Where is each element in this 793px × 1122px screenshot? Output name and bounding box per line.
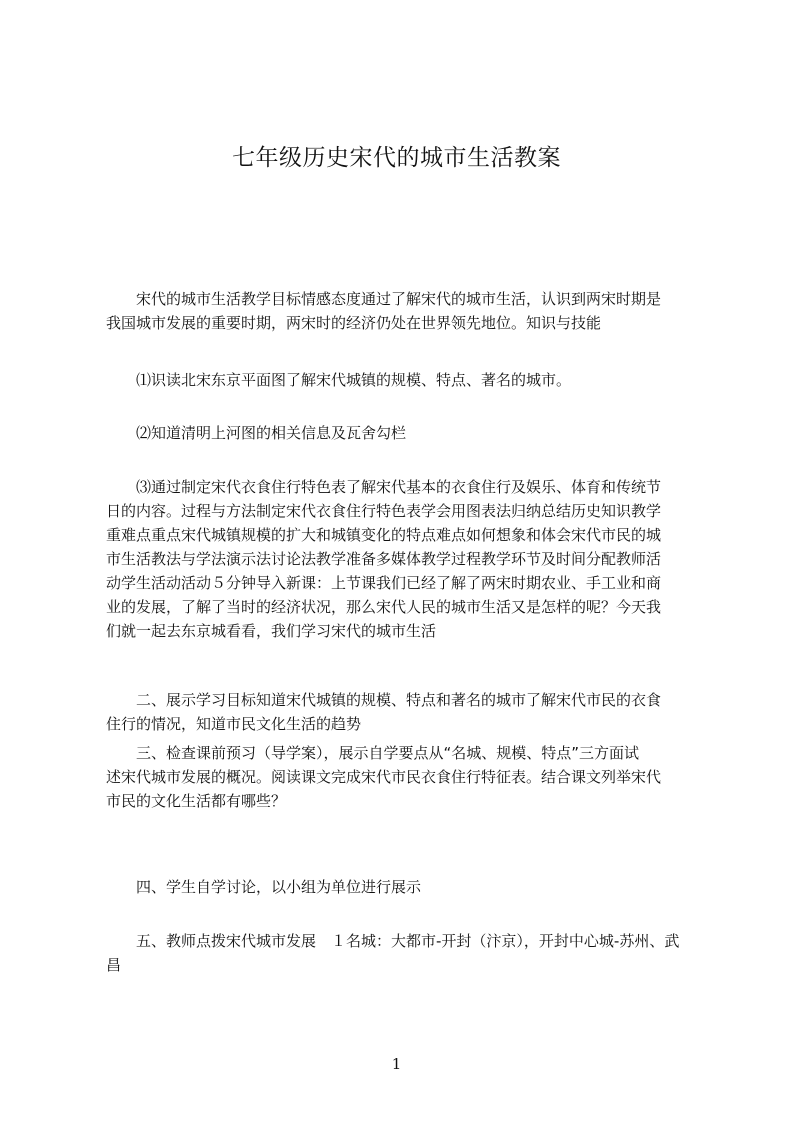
paragraph-line: 述宋代城市发展的概况。阅读课文完成宋代市民衣食住行特征表。结合课文列举宋代 xyxy=(106,768,662,786)
paragraph-section-4 xyxy=(106,875,710,899)
document-title: 七年级历史宋代的城市生活教案 xyxy=(232,145,561,171)
paragraph-line: 我国城市发展的重要时期，两宋时的经济仍处在世界领先地位。知识与技能 xyxy=(106,314,602,332)
paragraph-line: 四、学生自学讨论，以小组为单位进行展示 xyxy=(106,878,422,896)
paragraph-line: 五、教师点拨宋代城市发展 １名城：大都市-开封（汴京），开封中心城-苏州、武 xyxy=(106,932,680,950)
paragraph-section-2 xyxy=(106,688,710,736)
paragraph-objective-1 xyxy=(106,368,710,392)
paragraph-line: ⑵知道清明上河图的相关信息及瓦舍勾栏 xyxy=(106,424,407,442)
paragraph-section-3 xyxy=(106,741,710,813)
paragraph-line: 市民的文化生活都有哪些？ xyxy=(106,792,287,810)
paragraph-line: 动学生活动活动５分钟导入新课：上节课我们已经了解了两宋时期农业、手工业和商 xyxy=(106,574,662,592)
paragraph-line: ⑴识读北宋东京平面图了解宋代城镇的规模、特点、著名的城市。 xyxy=(106,371,572,389)
paragraph-line: 宋代的城市生活教学目标情感态度通过了解宋代的城市生活，认识到两宋时期是 xyxy=(106,290,662,308)
paragraph-line: 市生活教法与学法演示法讨论法教学准备多媒体教学过程教学环节及时间分配教师活 xyxy=(106,550,662,568)
paragraph-line: 二、展示学习目标知道宋代城镇的规模、特点和著名的城市了解宋代市民的衣食 xyxy=(106,691,662,709)
page-number: 1 xyxy=(391,1055,402,1073)
paragraph-line: 昌 xyxy=(106,956,122,974)
paragraph-line: 日的内容。过程与方法制定宋代衣食住行特色表学会用图表法归纳总结历史知识教学 xyxy=(106,502,662,520)
paragraph-section-5 xyxy=(106,929,710,977)
paragraph-line: ⑶通过制定宋代衣食住行特色表了解宋代基本的衣食住行及娱乐、体育和传统节 xyxy=(106,478,662,496)
paragraph-objective-2 xyxy=(106,421,710,445)
paragraph-line: 三、检查课前预习（导学案），展示自学要点从“名城、规模、特点”三方面试 xyxy=(106,744,640,762)
paragraph-intro xyxy=(106,287,710,335)
paragraph-line: 业的发展，了解了当时的经济状况，那么宋代人民的城市生活又是怎样的呢？今天我 xyxy=(106,598,662,616)
paragraph-line: 重难点重点宋代城镇规模的扩大和城镇变化的特点难点如何想象和体会宋代市民的城 xyxy=(106,526,662,544)
paragraph-line: 们就一起去东京城看看，我们学习宋代的城市生活 xyxy=(106,622,437,640)
paragraph-line: 住行的情况，知道市民文化生活的趋势 xyxy=(106,715,362,733)
paragraph-objective-3 xyxy=(106,475,710,643)
